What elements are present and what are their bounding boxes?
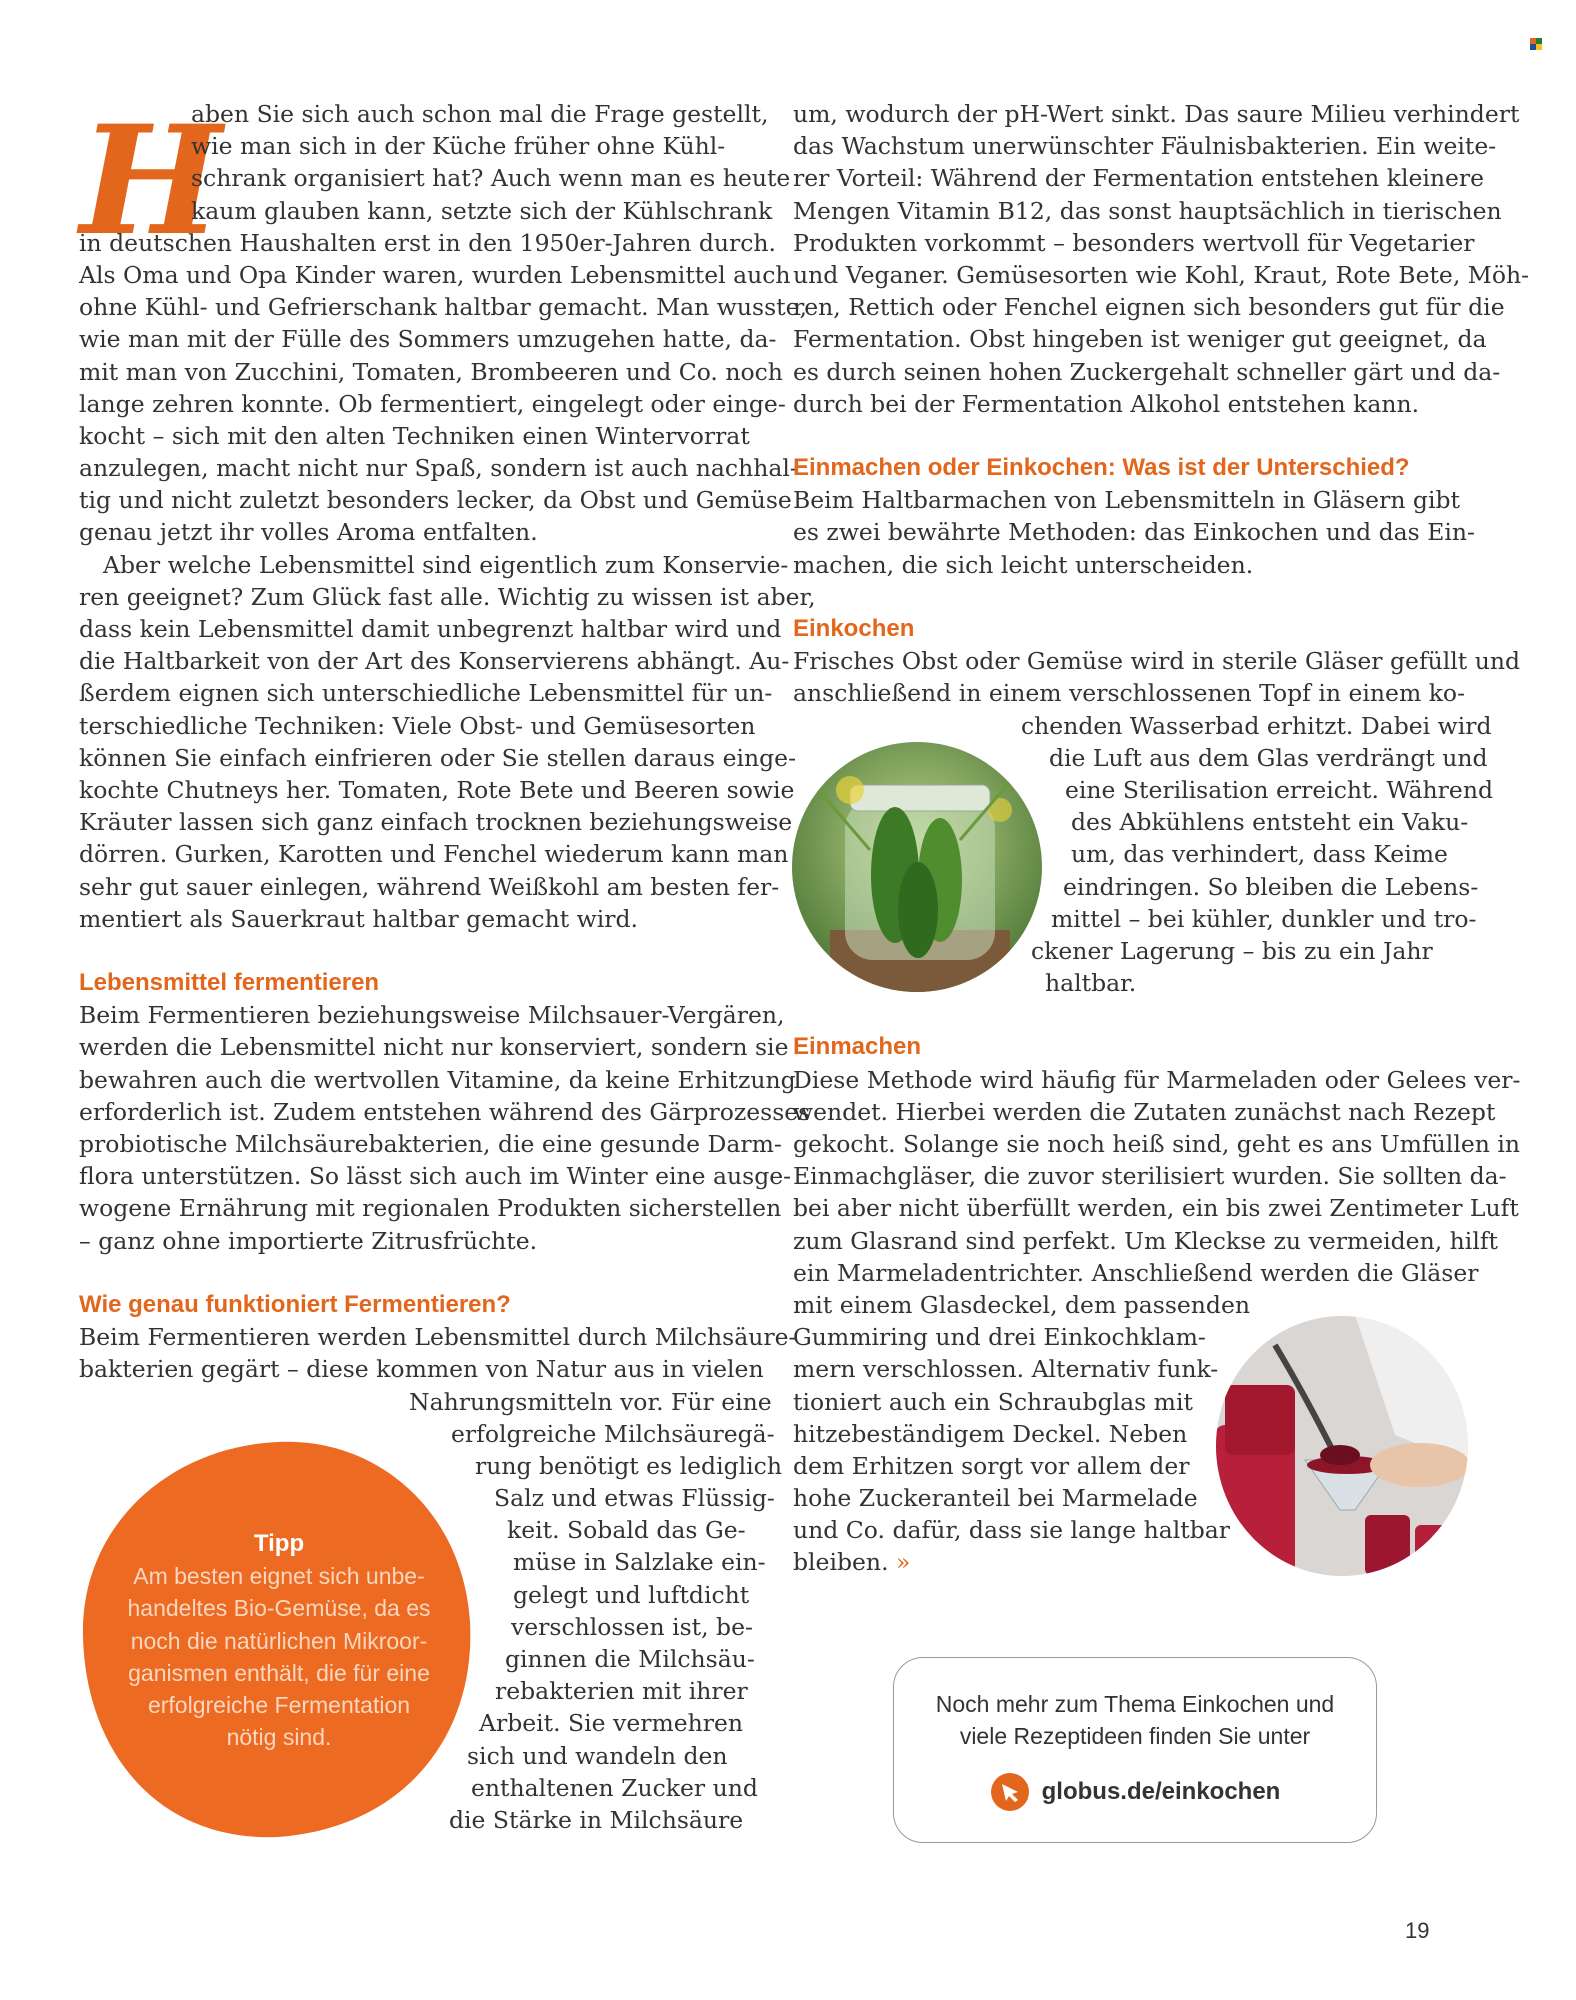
section-heading: Einmachen oder Einkochen: Was ist der Unterschied?	[793, 454, 1410, 482]
section-fermentieren	[79, 967, 811, 1257]
corner-logo-icon	[1530, 38, 1542, 50]
text-line: Mengen Vitamin B12, das sonst hauptsächlich in tierischen	[793, 196, 1502, 225]
tipp-title: Tipp	[253, 1530, 305, 1557]
text-line: Nahrungsmitteln vor. Für eine	[409, 1387, 772, 1416]
text-line: und Veganer. Gemüsesorten wie Kohl, Kraut, Rote Bete, Möh-	[793, 260, 1530, 289]
text-line: hohe Zuckeranteil bei Marmelade	[793, 1484, 1198, 1513]
text-line: ohne Kühl- und Gefrierschank haltbar gemacht. Man wusste,	[79, 293, 807, 322]
text-line: enthaltenen Zucker und	[471, 1773, 758, 1802]
text-line: wogene Ernährung mit regionalen Produkten sicherstellen	[79, 1194, 782, 1223]
text-line: – ganz ohne importierte Zitrusfrüchte.	[79, 1226, 538, 1255]
tipp-box	[104, 1528, 454, 1753]
info-line: viele Rezeptideen finden Sie unter	[959, 1723, 1311, 1749]
text-line: mittel – bei kühler, dunkler und tro-	[1051, 904, 1477, 933]
text-line: die Haltbarkeit von der Art des Konservierens abhängt. Au-	[79, 647, 790, 676]
text-line: mit man von Zucchini, Tomaten, Brombeeren und Co. noch	[79, 357, 783, 386]
section-heading: Lebensmittel fermentieren	[79, 969, 380, 997]
text-line: zum Glasrand sind perfekt. Um Kleckse zu vermeiden, hilft	[793, 1226, 1498, 1255]
text-line: schrank organisiert hat? Auch wenn man es heute	[191, 164, 791, 193]
text-line: des Abkühlens entsteht ein Vaku-	[1071, 808, 1469, 837]
jam-filling-photo	[1215, 1315, 1470, 1577]
text-line: keit. Sobald das Ge-	[507, 1516, 746, 1545]
text-line: ein Marmeladentrichter. Anschließend werden die Gläser	[793, 1258, 1479, 1287]
text-line: ginnen die Milchsäu-	[505, 1645, 755, 1673]
info-line: Noch mehr zum Thema Einkochen und	[935, 1691, 1335, 1717]
info-box	[893, 1657, 1377, 1843]
text-line: dörren. Gurken, Karotten und Fenchel wiederum kann man	[79, 840, 789, 869]
text-line: wie man mit der Fülle des Sommers umzugehen hatte, da-	[79, 325, 777, 354]
text-line: Diese Methode wird häufig für Marmeladen oder Gelees ver-	[793, 1065, 1521, 1094]
tipp-line: Am besten eignet sich unbe-	[133, 1563, 425, 1590]
page-number: 19	[1405, 1918, 1430, 1943]
text-line: Beim Fermentieren beziehungsweise Milchsauer-Vergären,	[79, 1001, 785, 1030]
text-line: werden die Lebensmittel nicht nur konserviert, sondern sie	[79, 1033, 789, 1062]
text-line: tig und nicht zuletzt besonders lecker, da Obst und Gemüse	[79, 486, 792, 515]
text-line: es zwei bewährte Methoden: das Einkochen und das Ein-	[793, 518, 1475, 547]
text-line: verschlossen ist, be-	[511, 1612, 753, 1641]
text-line: mern verschlossen. Alternativ funk-	[793, 1355, 1219, 1384]
section-heading: Einmachen	[793, 1033, 922, 1061]
text-line: bei aber nicht überfüllt werden, ein bis zwei Zentimeter Luft	[793, 1194, 1519, 1223]
text-line: ßerdem eignen sich unterschiedliche Lebensmittel für un-	[79, 679, 773, 708]
text-line: erfolgreiche Milchsäuregä-	[451, 1419, 775, 1448]
text-line: die Luft aus dem Glas verdrängt und	[1049, 743, 1488, 772]
text-line: rebakterien mit ihrer	[495, 1677, 748, 1706]
text-line: Salz und etwas Flüssig-	[494, 1484, 775, 1513]
last-line-text: bleiben.	[793, 1548, 889, 1577]
drop-cap-letter: H	[80, 93, 222, 269]
text-line: Als Oma und Opa Kinder waren, wurden Lebensmittel auch	[79, 260, 791, 289]
text-line: sich und wandeln den	[467, 1741, 728, 1770]
text-line: rung benötigt es lediglich	[475, 1451, 782, 1480]
text-line: mit einem Glasdeckel, dem passenden	[793, 1290, 1251, 1319]
text-line: lange zehren konnte. Ob fermentiert, eingelegt oder einge-	[79, 389, 786, 418]
text-line: kocht – sich mit den alten Techniken einen Wintervorrat	[79, 421, 750, 450]
continue-mark: »	[896, 1548, 911, 1577]
tipp-line: erfolgreiche Fermentation	[147, 1692, 411, 1719]
text-line: eindringen. So bleiben die Lebens-	[1063, 872, 1479, 901]
pickled-cucumber-jar-photo	[790, 740, 1045, 995]
section-heading: Einkochen	[793, 615, 915, 642]
text-line: können Sie einfach einfrieren oder Sie stellen daraus einge-	[79, 743, 797, 772]
text-line: mentiert als Sauerkraut haltbar gemacht wird.	[79, 904, 639, 933]
text-line: wendet. Hierbei werden die Zutaten zunächst nach Rezept	[793, 1097, 1496, 1126]
tipp-line: handeltes Bio-Gemüse, da es	[127, 1595, 431, 1622]
continued-paragraph	[793, 98, 1530, 420]
text-line: probiotische Milchsäurebakterien, die eine gesunde Darm-	[79, 1130, 782, 1158]
text-line: Fermentation. Obst hingeben ist weniger gut geeignet, da	[793, 325, 1487, 354]
tipp-line: nötig sind.	[226, 1724, 332, 1751]
text-line: rer Vorteil: Während der Fermentation entstehen kleinere	[793, 164, 1485, 193]
globus-link[interactable]	[990, 1772, 1281, 1812]
tipp-line: ganismen enthält, die für eine	[128, 1659, 430, 1686]
section-difference	[793, 452, 1473, 581]
text-line: und Co. dafür, dass sie lange haltbar	[793, 1516, 1230, 1545]
text-line: aben Sie sich auch schon mal die Frage gestellt,	[191, 100, 769, 128]
text-line: tioniert auch ein Schraubglas mit	[793, 1387, 1193, 1416]
text-line: ren geeignet? Zum Glück fast alle. Wichtig zu wissen ist aber,	[79, 582, 816, 611]
text-line: hitzebeständigem Deckel. Neben	[793, 1419, 1188, 1448]
text-line: anschließend in einem verschlossenen Topf in einem ko-	[793, 679, 1466, 708]
text-line: flora unterstützen. So lässt sich auch im Winter eine ausge-	[79, 1162, 792, 1191]
tipp-line: noch die natürlichen Mikroor-	[130, 1627, 428, 1654]
text-line: sehr gut sauer einlegen, während Weißkohl am besten fer-	[79, 872, 780, 901]
text-line: eine Sterilisation erreicht. Während	[1065, 775, 1494, 804]
text-line: das Wachstum unerwünschter Fäulnisbakterien. Ein weite-	[793, 132, 1497, 161]
text-line: bewahren auch die wertvollen Vitamine, da keine Erhitzung	[79, 1065, 796, 1094]
text-line: anzulegen, macht nicht nur Spaß, sondern ist auch nachhal-	[79, 454, 798, 483]
text-line: kochte Chutneys her. Tomaten, Rote Bete und Beeren sowie	[79, 775, 795, 804]
text-line: Einmachgläser, die zuvor sterilisiert wurden. Sie sollten da-	[793, 1162, 1507, 1191]
text-line: dem Erhitzen sorgt vor allem der	[793, 1451, 1190, 1480]
text-line: kaum glauben kann, setzte sich der Kühlschrank	[191, 196, 773, 225]
text-line: Gummiring und drei Einkochklam-	[793, 1323, 1206, 1352]
link-text[interactable]: globus.de/einkochen	[1041, 1778, 1281, 1805]
text-line: um, das verhindert, dass Keime	[1071, 840, 1448, 869]
text-line: Produkten vorkommt – besonders wertvoll für Vegetarier	[793, 228, 1475, 257]
text-line: in deutschen Haushalten erst in den 1950er-Jahren durch.	[79, 228, 777, 257]
text-line: Beim Fermentieren werden Lebensmittel durch Milchsäure-	[79, 1323, 797, 1352]
text-line: ren, Rettich oder Fenchel eignen sich besonders gut für die	[793, 293, 1505, 322]
text-line: Beim Haltbarmachen von Lebensmitteln in Gläsern gibt	[793, 486, 1460, 515]
text-line: gekocht. Solange sie noch heiß sind, geht es ans Umfüllen in	[793, 1130, 1520, 1158]
intro-paragraph	[79, 98, 807, 549]
text-line: gelegt und luftdicht	[513, 1580, 750, 1609]
text-line: durch bei der Fermentation Alkohol entstehen kann.	[793, 389, 1420, 418]
second-paragraph	[79, 549, 816, 935]
text-line: ckener Lagerung – bis zu ein Jahr	[1031, 936, 1433, 965]
section-heading: Wie genau funktioniert Fermentieren?	[79, 1290, 511, 1318]
text-line: Kräuter lassen sich ganz einfach trocknen beziehungsweise	[79, 808, 793, 837]
text-line: um, wodurch der pH-Wert sinkt. Das saure Milieu verhindert	[793, 100, 1520, 128]
text-line: Frisches Obst oder Gemüse wird in sterile Gläser gefüllt und	[793, 647, 1521, 676]
text-line: haltbar.	[1045, 969, 1137, 998]
text-line: die Stärke in Milchsäure	[449, 1805, 744, 1834]
text-line: bakterien gegärt – diese kommen von Natur aus in vielen	[79, 1355, 764, 1384]
arrow-link-icon	[990, 1772, 1030, 1812]
text-line: dass kein Lebensmittel damit unbegrenzt haltbar wird und	[79, 615, 782, 643]
text-line: chenden Wasserbad erhitzt. Dabei wird	[1021, 711, 1492, 740]
text-line: erforderlich ist. Zudem entstehen während des Gärprozesses	[79, 1097, 811, 1126]
text-line: es durch seinen hohen Zuckergehalt schneller gärt und da-	[793, 357, 1501, 386]
text-line: Arbeit. Sie vermehren	[479, 1709, 744, 1738]
text-line: Aber welche Lebensmittel sind eigentlich zum Konservie-	[103, 550, 789, 579]
text-line: machen, die sich leicht unterscheiden.	[793, 550, 1254, 579]
text-line: müse in Salzlake ein-	[513, 1548, 766, 1577]
text-line: wie man sich in der Küche früher ohne Kühl-	[191, 132, 726, 161]
text-line: terschiedliche Techniken: Viele Obst- und Gemüsesorten	[79, 711, 756, 740]
text-line: genau jetzt ihr volles Aroma entfalten.	[79, 518, 538, 547]
